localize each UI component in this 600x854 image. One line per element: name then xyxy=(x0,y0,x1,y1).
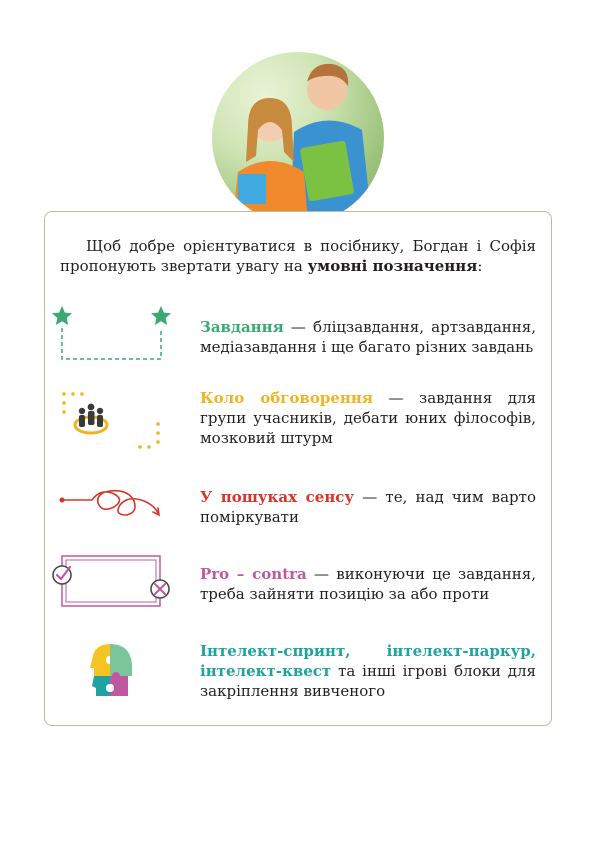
legend-item-pro-contra xyxy=(200,564,536,604)
legend-term: Pro – contra xyxy=(200,565,307,583)
legend-description: та інші ігрові блоки для закріплення вивченого xyxy=(200,662,536,700)
children-illustration xyxy=(212,52,384,224)
legend-term: У пошуках сенсу xyxy=(200,488,355,506)
legend-item-meaning xyxy=(200,487,536,527)
discussion-circle-icon xyxy=(58,389,166,453)
legend-item-intellect xyxy=(200,641,536,701)
intro-text: Щоб добре орієнтуватися в посібнику, Богдан і Софія пропонують звертати увагу на xyxy=(60,237,536,275)
legend-item-discussion xyxy=(200,388,536,448)
legend-item-tasks xyxy=(200,317,536,357)
intro-end: : xyxy=(477,257,483,275)
legend-description: — те, над чим варто поміркувати xyxy=(200,488,536,526)
legend-term: Завдання xyxy=(200,318,284,336)
legend-description: — завдання для групи учасників, дебати юних філософів, мозковий штурм xyxy=(200,389,536,447)
legend-term: Коло обговорення xyxy=(200,389,373,407)
legend-term: Інтелект-спринт, інтелект-паркур, інтелект-квест xyxy=(200,642,536,680)
star-bracket-icon xyxy=(50,304,174,364)
legend-description: — виконуючи це завдання, треба зайняти позицію за або проти xyxy=(200,565,536,603)
check-cross-frame-icon xyxy=(50,553,174,611)
squiggle-icon xyxy=(56,485,166,521)
intro-bold: умовні позначення xyxy=(307,257,478,275)
intro-paragraph xyxy=(60,236,536,276)
children-photo xyxy=(212,52,384,224)
legend-description: — бліцзавдання, артзавдання, медіазавдання і ще багато різних завдань xyxy=(200,318,536,356)
puzzle-head-icon xyxy=(88,642,136,698)
